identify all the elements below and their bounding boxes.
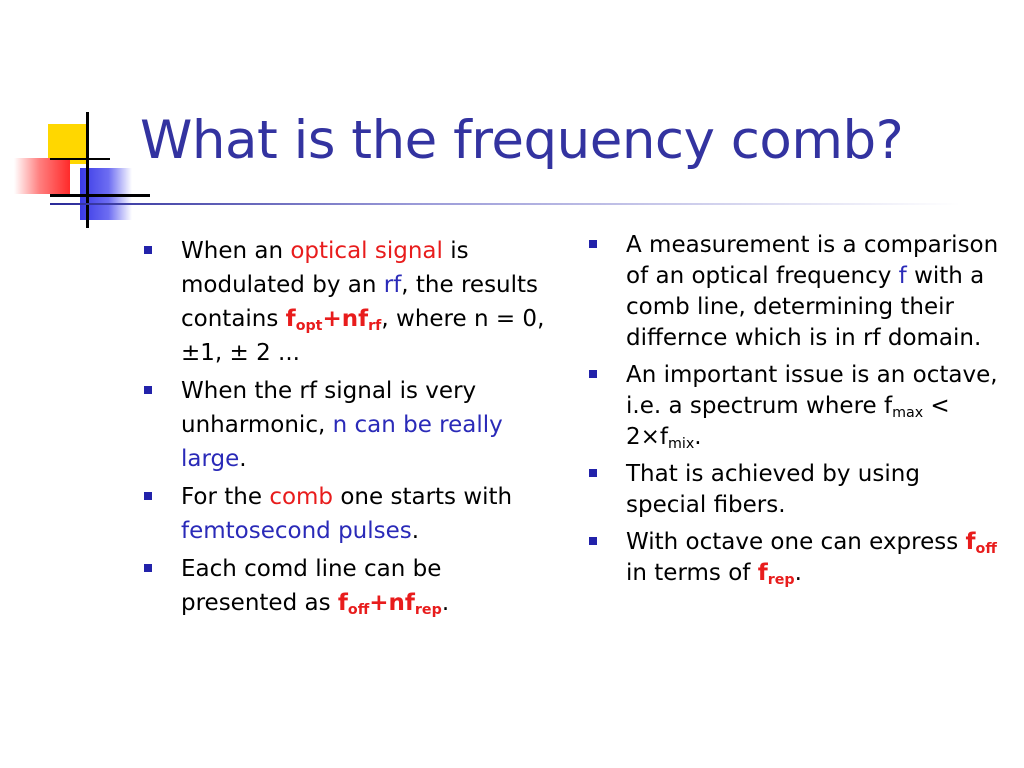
- bullet-marker: [589, 370, 597, 378]
- text: one starts with: [333, 484, 513, 510]
- bullet-marker: [144, 246, 152, 254]
- text: .: [794, 560, 802, 586]
- bullet-item: [140, 234, 560, 370]
- text: < 2×f: [626, 393, 950, 450]
- decor-horizontal-line-short: [50, 158, 110, 160]
- bullet-marker: [144, 386, 152, 394]
- left-bullet-list: [140, 234, 560, 624]
- highlight-rf: rf: [383, 272, 402, 298]
- subscript-max: max: [892, 405, 924, 421]
- text: .: [411, 518, 420, 544]
- bullet-marker: [144, 492, 152, 500]
- bullet-marker: [144, 564, 152, 572]
- text: When the rf signal is very unharmonic,: [181, 378, 477, 438]
- highlight-femtosecond: femtosecond pulses: [181, 518, 412, 544]
- subscript-opt: opt: [295, 318, 323, 334]
- highlight-comb: comb: [269, 484, 334, 510]
- formula-f: f: [285, 306, 296, 332]
- bullet-marker: [589, 469, 597, 477]
- formula-plus-nf: +nf: [369, 590, 415, 616]
- formula-foff-nfrep: [338, 590, 442, 616]
- bullet-marker: [589, 537, 597, 545]
- highlight-f: f: [898, 263, 907, 289]
- text: , the results contains: [181, 272, 539, 332]
- decor-horizontal-line: [50, 194, 150, 197]
- bullet-marker: [589, 240, 597, 248]
- text: With octave one can express: [626, 529, 966, 555]
- slide-title: What is the frequency comb?: [140, 110, 904, 171]
- text: .: [694, 424, 702, 450]
- subscript-off: off: [347, 602, 370, 618]
- formula-fopt-nfrf: [286, 306, 382, 332]
- bullet-item: [585, 230, 1005, 354]
- bullet-item: [585, 459, 1005, 521]
- subscript-mix: mix: [668, 436, 695, 452]
- text: with a comb line, determining their differnce which is in rf domain.: [626, 263, 985, 351]
- formula-plus-nf: +nf: [322, 306, 369, 332]
- subscript-rep: rep: [414, 602, 442, 618]
- text: in terms of: [626, 560, 758, 586]
- decor-red-square: [14, 158, 70, 194]
- formula-frep: [758, 560, 795, 586]
- decor-vertical-line: [86, 112, 89, 228]
- highlight-n-large: n can be really large: [181, 412, 503, 472]
- bullet-item: [140, 552, 560, 620]
- text: An important issue is an octave, i.e. a spectrum where f: [626, 362, 998, 419]
- text: Each comd line can be presented as: [181, 556, 442, 616]
- text: For the: [181, 484, 270, 510]
- title-underline: [50, 203, 960, 205]
- text: is modulated by an: [181, 238, 469, 298]
- bullet-item: [140, 480, 560, 548]
- formula-foff: [966, 529, 997, 555]
- text: A measurement is a comparison of an optical frequency: [626, 232, 999, 289]
- text: That is achieved by using special fibers.: [626, 461, 920, 518]
- right-bullet-list: [585, 230, 1005, 595]
- formula-f: f: [757, 560, 768, 586]
- text: .: [239, 446, 247, 472]
- bullet-item: [585, 527, 1005, 589]
- formula-f: f: [965, 529, 976, 555]
- subscript-rep: rep: [767, 572, 795, 588]
- text: When an: [181, 238, 291, 264]
- bullet-item: [585, 360, 1005, 453]
- text: .: [441, 590, 450, 616]
- formula-f: f: [337, 590, 348, 616]
- subscript-rf: rf: [368, 318, 382, 334]
- text: , where n = 0, ±1, ± 2 ...: [181, 306, 545, 366]
- highlight-optical-signal: optical signal: [290, 238, 443, 264]
- subscript-off: off: [975, 541, 997, 557]
- bullet-item: [140, 374, 560, 476]
